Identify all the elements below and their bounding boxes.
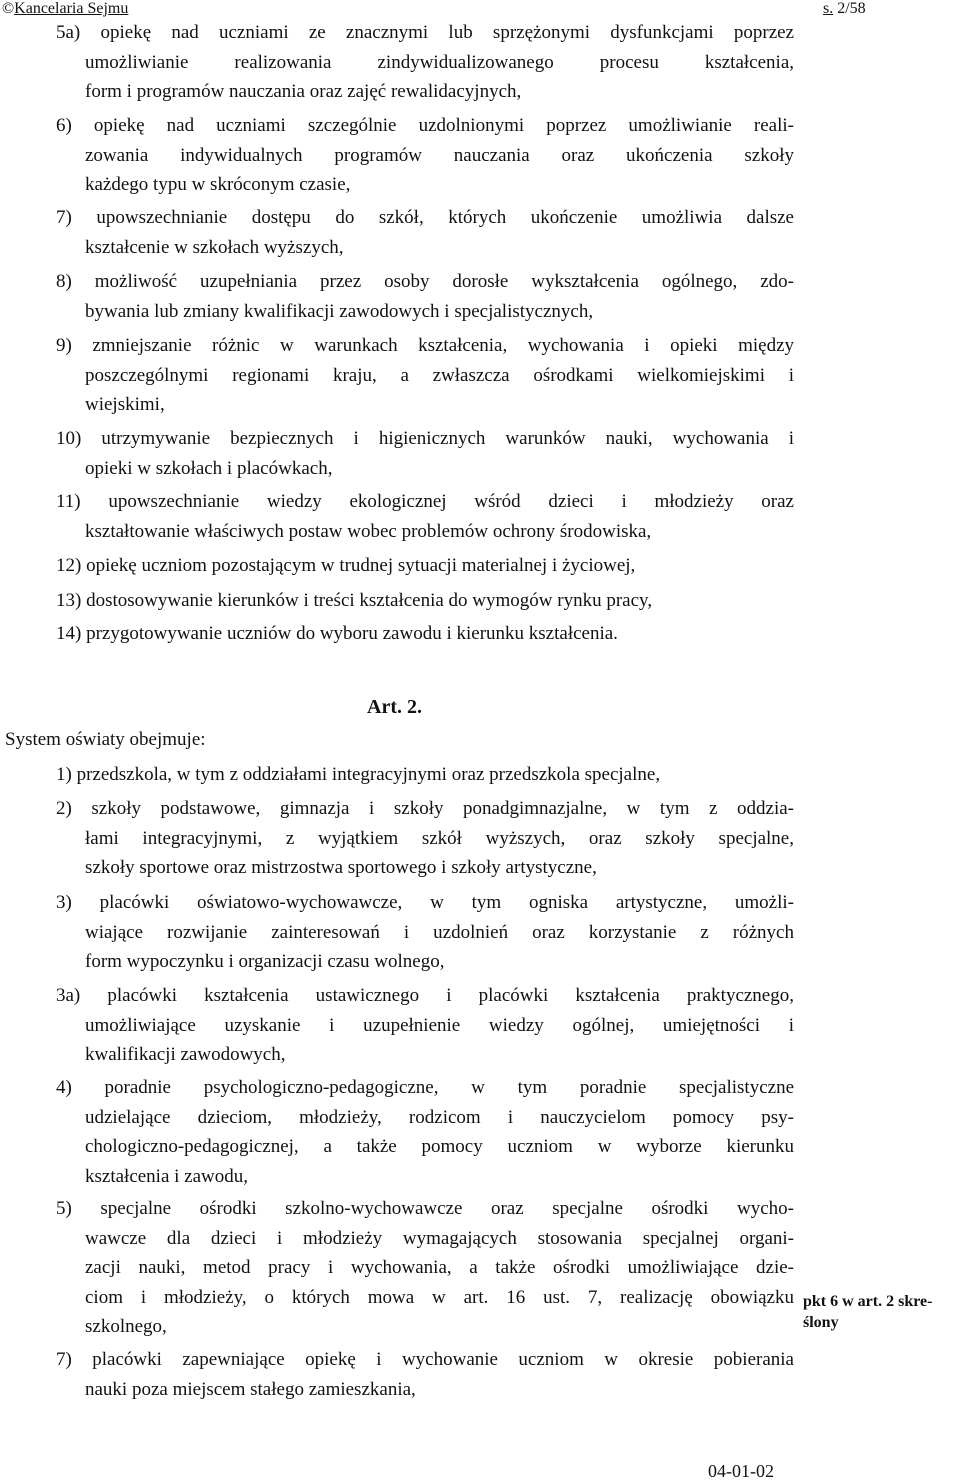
list-item-line: 13) dostosowywanie kierunków i treści kształcenia do wymogów rynku pracy, — [56, 590, 653, 611]
list-item-line: wiejskimi, — [85, 394, 165, 415]
list-item-line: ciom i młodzieży, o których mowa w art. 16 ust. 7, realizację obowiązku — [85, 1286, 794, 1308]
list-item-line: kształtowanie właściwych postaw wobec problemów ochrony środowiska, — [85, 520, 652, 542]
page-header-right — [823, 0, 866, 18]
list-item-line: bywania lub zmiany kwalifikacji zawodowych i specjalistycznych, — [85, 300, 594, 322]
list-item-line: 1) przedszkola, w tym z oddziałami integracyjnymi oraz przedszkola specjalne, — [56, 764, 661, 785]
list-item-line: opieki w szkołach i placówkach, — [85, 457, 333, 479]
list-item-11 — [56, 487, 794, 546]
list-item-line: 11) upowszechnianie wiedzy ekologicznej wśród dzieci i młodzieży oraz — [56, 491, 794, 512]
list-item-line: każdego typu w skróconym czasie, — [85, 174, 351, 195]
list-item-5 — [56, 1194, 794, 1342]
margin-note — [803, 1291, 955, 1333]
list-item-2 — [56, 794, 794, 883]
page-header-left — [2, 0, 128, 18]
list-item-3 — [56, 888, 794, 977]
list-item-line: umożliwiające uzyskanie i uzupełnienie wiedzy ogólnej, umiejętności i — [85, 1014, 794, 1036]
list-item-6 — [56, 111, 794, 200]
list-item-10 — [56, 424, 794, 483]
list-item-line: łami integracyjnymi, z wyjątkiem szkół wyższych, oraz szkoły specjalne, — [85, 827, 794, 849]
list-item-8 — [56, 267, 794, 326]
margin-note-line: pkt 6 w art. 2 skre- — [803, 1293, 933, 1310]
list-item-line: 3) placówki oświatowo-wychowawcze, w tym ogniska artystyczne, umożli- — [56, 892, 794, 913]
list-item-5a — [56, 18, 794, 107]
list-item-line: nauki poza miejscem stałego zamieszkania, — [85, 1378, 416, 1400]
list-item-line: szkolnego, — [85, 1316, 167, 1337]
page-prefix[interactable]: s. — [823, 0, 834, 17]
page-number: 2/58 — [837, 0, 866, 17]
list-item-line: 9) zmniejszanie różnic w warunkach kształcenia, wychowania i opieki między — [56, 335, 794, 356]
list-item-line: 14) przygotowywanie uczniów do wyboru zawodu i kierunku kształcenia. — [56, 623, 618, 644]
margin-note-line: ślony — [803, 1314, 839, 1331]
list-item-line: kształcenie w szkołach wyższych, — [85, 236, 344, 258]
list-item-line: 5a) opiekę nad uczniami ze znacznymi lub sprzężonymi dysfunkcjami poprzez — [56, 22, 794, 43]
list-item-line: form i programów nauczania oraz zajęć rewalidacyjnych, — [85, 81, 522, 102]
article-heading: Art. 2. — [367, 696, 422, 718]
list-item-line: poszczególnymi regionami kraju, a zwłaszcza ośrodkami wielkomiejskimi i — [85, 364, 794, 386]
list-item-13 — [56, 586, 794, 616]
list-item-7-placowki — [56, 1345, 794, 1404]
document-code: 04-01-02 — [708, 1461, 774, 1481]
list-item-line: 6) opiekę nad uczniami szczególnie uzdolnionymi poprzez umożliwianie reali- — [56, 115, 794, 136]
list-item-line: kształcenia i zawodu, — [85, 1165, 249, 1187]
list-item-7 — [56, 203, 794, 262]
copyright-symbol: © — [2, 0, 15, 17]
list-item-line: 2) szkoły podstawowe, gimnazja i szkoły ponadgimnazjalne, w tym z oddzia- — [56, 798, 794, 819]
list-item-line: wawcze dla dzieci i młodzieży wymagających stosowania specjalnej organi- — [85, 1227, 794, 1249]
list-item-line: 7) upowszechnianie dostępu do szkół, których ukończenie umożliwia dalsze — [56, 207, 794, 228]
list-item-line: 4) poradnie psychologiczno-pedagogiczne, w tym poradnie specjalistyczne — [56, 1077, 794, 1098]
list-item-line: 3a) placówki kształcenia ustawicznego i placówki kształcenia praktycznego, — [56, 985, 794, 1006]
list-item-line: 7) placówki zapewniające opiekę i wychowanie uczniom w okresie pobierania — [56, 1349, 794, 1370]
list-item-line: szkoły sportowe oraz mistrzostwa sportowego i szkoły artystyczne, — [85, 857, 597, 878]
article-intro: System oświaty obejmuje: — [5, 729, 206, 750]
list-item-1 — [56, 760, 794, 790]
list-item-line: form wypoczynku i organizacji czasu wolnego, — [85, 951, 445, 972]
publisher-link[interactable]: Kancelaria Sejmu — [14, 0, 129, 17]
list-item-line: 5) specjalne ośrodki szkolno-wychowawcze oraz specjalne ośrodki wycho- — [56, 1198, 794, 1219]
list-item-9 — [56, 331, 794, 420]
list-item-line: zacji nauki, metod pracy i wychowania, a także ośrodki umożliwiające dzie- — [85, 1257, 794, 1278]
list-item-line: chologiczno-pedagogicznej, a także pomocy uczniom w wyborze kierunku — [85, 1136, 794, 1157]
list-item-line: 10) utrzymywanie bezpiecznych i higienicznych warunków nauki, wychowania i — [56, 428, 794, 449]
list-item-12 — [56, 551, 794, 581]
list-item-line: udzielające dzieciom, młodzieży, rodzicom i nauczycielom pomocy psy- — [85, 1106, 794, 1128]
list-item-line: zowania indywidualnych programów nauczania oraz ukończenia szkoły — [85, 144, 794, 166]
list-item-line: 12) opiekę uczniom pozostającym w trudnej sytuacji materialnej i życiowej, — [56, 555, 636, 576]
list-item-3a — [56, 981, 794, 1070]
list-item-line: wiające rozwijanie zainteresowań i uzdolnień oraz korzystanie z różnych — [85, 921, 794, 943]
list-item-4 — [56, 1073, 794, 1191]
list-item-14 — [56, 619, 794, 649]
list-item-line: 8) możliwość uzupełniania przez osoby dorosłe wykształcenia ogólnego, zdo- — [56, 271, 794, 292]
list-item-line: umożliwianie realizowania zindywidualizowanego procesu kształcenia, — [85, 51, 794, 73]
list-item-line: kwalifikacji zawodowych, — [85, 1044, 286, 1065]
